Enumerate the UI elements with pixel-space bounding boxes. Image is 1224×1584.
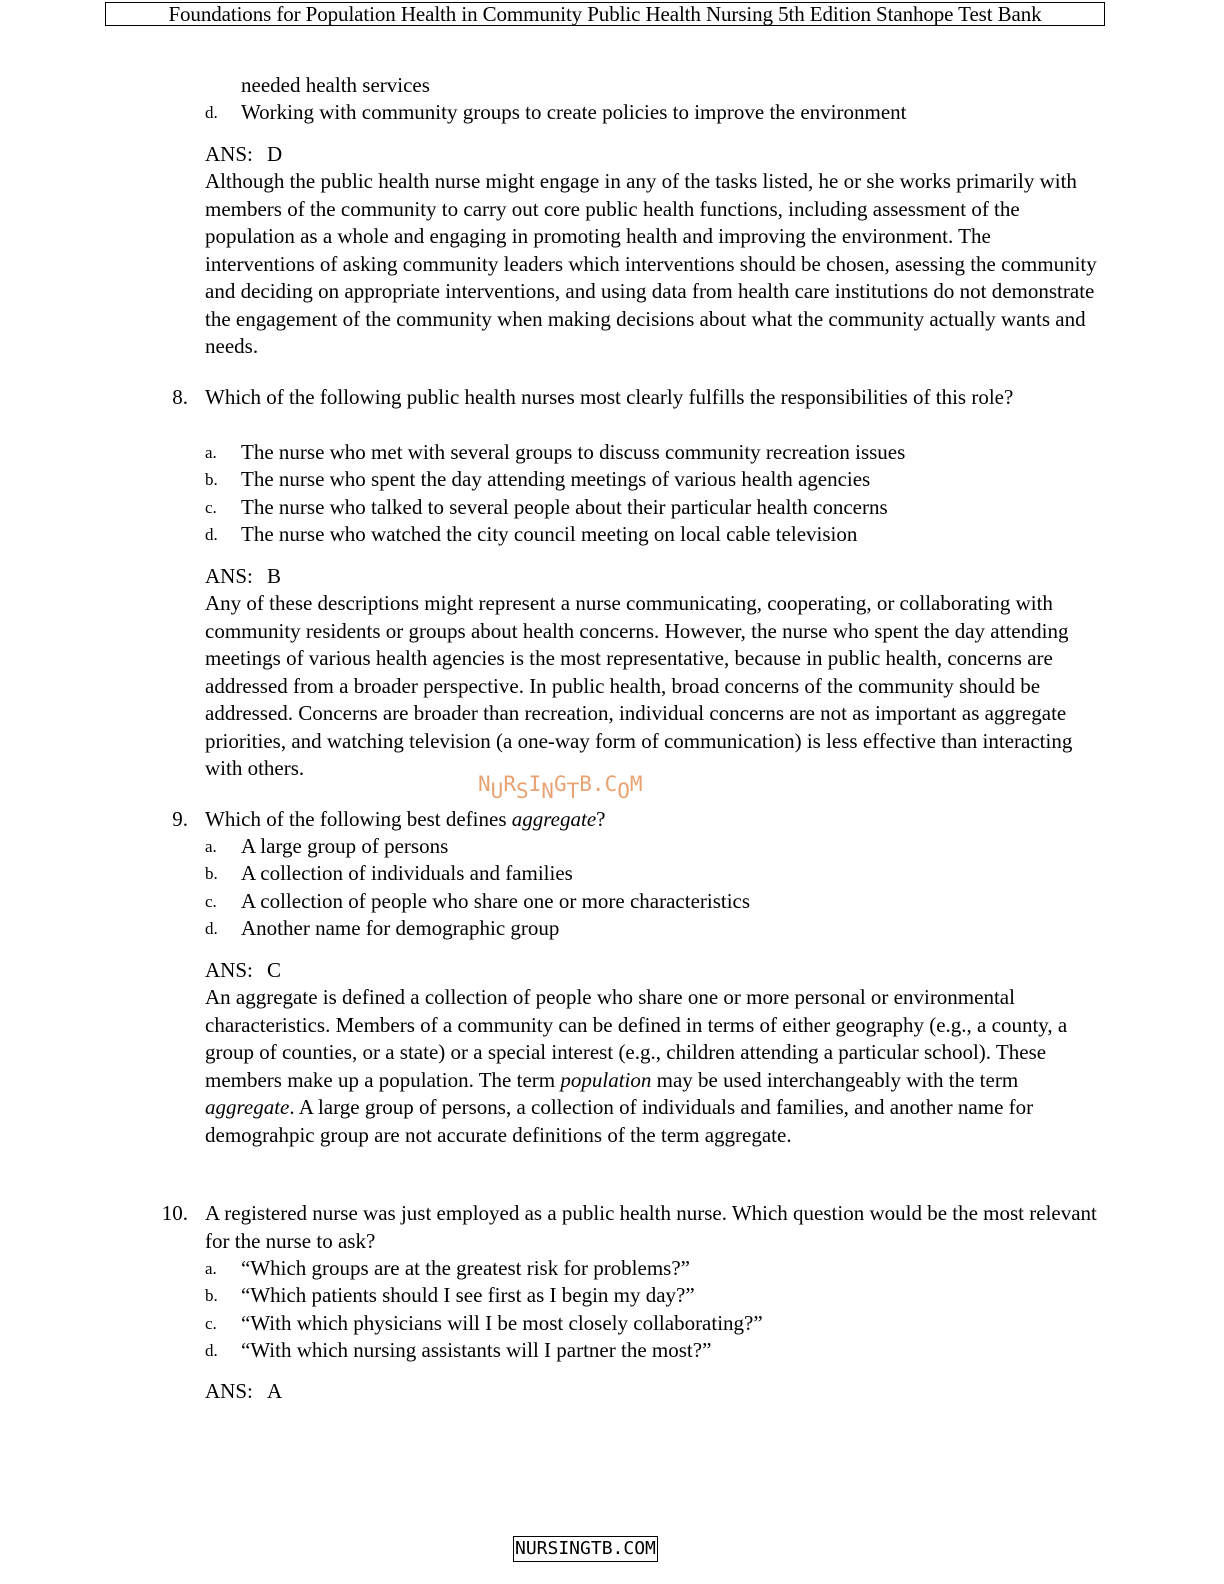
- q9-number: 9.: [172, 807, 188, 831]
- q10-option-b-text: “Which patients should I see first as I begin my day?”: [241, 1283, 695, 1307]
- answer-value: B: [267, 564, 282, 588]
- q9-option-b-letter: b.: [205, 864, 218, 883]
- q9-rationale-part3: . A large group of persons, a collection of individuals and families, and another name for demograhpic group are not accurate definitions of the term aggregate.: [205, 1095, 1034, 1147]
- q9-option-a-letter: a.: [205, 837, 217, 856]
- q10-option-a-text: “Which groups are at the greatest risk for problems?”: [241, 1256, 690, 1280]
- answer-label: ANS:: [205, 142, 253, 166]
- watermark: NURSINGTB.COM: [478, 772, 643, 803]
- q9-rationale-part1: An aggregate is defined a collection of people who share one or more personal or environmental characteristics. Members of a community can be defined in terms of either geography (e.g., a county, a group of counties, or a state) or a special interest (e.g., children attending a particular school). These members make up a population. The term: [205, 985, 1068, 1092]
- q9-stem-prefix: Which of the following best defines: [205, 807, 512, 831]
- q9-option-a-text: A large group of persons: [241, 834, 449, 858]
- q9-option-d-letter: d.: [205, 919, 218, 938]
- page-footer: NURSINGTB.COM: [513, 1536, 658, 1562]
- q8-rationale: Any of these descriptions might represent a nurse communicating, cooperating, or collaborating with community residents or groups about health concerns. However, the nurse who spent the day attending meetings of various health agencies is the most representative, because in public health, concerns are addressed from a broader perspective. In public health, broad concerns of the community should be addressed. Concerns are broader than recreation, individual concerns are not as important as aggregate priorities, and watching television (a one-way form of communication) is less effective than interacting with others.: [205, 591, 1073, 780]
- q9-rationale-italic2: aggregate: [205, 1095, 290, 1119]
- q10-stem: A registered nurse was just employed as a public health nurse. Which question would be the most relevant for the nurse to ask?: [205, 1201, 1097, 1253]
- q9-rationale-italic1: population: [560, 1067, 652, 1092]
- q9-rationale-part2: may be used interchangeably with the term: [651, 1067, 1019, 1092]
- q8-option-b-text: The nurse who spent the day attending meetings of various health agencies: [241, 467, 871, 491]
- q9-stem-suffix: ?: [596, 807, 606, 831]
- q9-answer: [205, 957, 281, 985]
- q8-number: 8.: [172, 385, 188, 409]
- q8-option-d-text: The nurse who watched the city council meeting on local cable television: [241, 522, 858, 546]
- answer-value: A: [267, 1379, 283, 1403]
- q10-option-a-letter: a.: [205, 1259, 217, 1278]
- q7-option-d-letter: d.: [205, 103, 218, 122]
- answer-label: ANS:: [205, 1379, 253, 1403]
- q8-option-b-letter: b.: [205, 470, 218, 489]
- answer-value: D: [267, 142, 283, 166]
- q8-option-a-text: The nurse who met with several groups to discuss community recreation issues: [241, 440, 906, 464]
- q9-stem: [205, 806, 1105, 834]
- q10-option-d-letter: d.: [205, 1341, 218, 1360]
- q10-number: 10.: [161, 1201, 188, 1225]
- q10-answer: [205, 1378, 282, 1406]
- q8-option-c-text: The nurse who talked to several people about their particular health concerns: [241, 495, 888, 519]
- q9-option-c-letter: c.: [205, 892, 217, 911]
- q8-option-d-letter: d.: [205, 525, 218, 544]
- q8-answer: [205, 563, 281, 591]
- q7-option-d-text: Working with community groups to create policies to improve the environment: [241, 100, 907, 124]
- q9-option-b-text: A collection of individuals and families: [241, 861, 573, 885]
- q7-rationale: Although the public health nurse might engage in any of the tasks listed, he or she works primarily with members of the community to carry out core public health functions, including assessment of the population as a whole and engaging in promoting health and improving the environment. The interventions of asking community leaders which interventions should be chosen, asessing the community and deciding on appropriate interventions, and using data from health care institutions do not demonstrate the engagement of the community when making decisions about what the community actually wants and needs.: [205, 169, 1097, 358]
- answer-label: ANS:: [205, 564, 253, 588]
- q8-option-a-letter: a.: [205, 443, 217, 462]
- q9-option-d-text: Another name for demographic group: [241, 916, 560, 940]
- q7-answer: [205, 141, 282, 169]
- q8-stem: Which of the following public health nurses most clearly fulfills the responsibilities of this role?: [205, 385, 1014, 409]
- answer-label: ANS:: [205, 958, 253, 982]
- q10-option-c-letter: c.: [205, 1314, 217, 1333]
- q8-option-c-letter: c.: [205, 498, 217, 517]
- q10-option-b-letter: b.: [205, 1286, 218, 1305]
- answer-value: C: [267, 958, 282, 982]
- q9-option-c-text: A collection of people who share one or more characteristics: [241, 889, 751, 913]
- q7-option-c-continuation: needed health services: [241, 73, 430, 97]
- q10-option-d-text: “With which nursing assistants will I partner the most?”: [241, 1338, 712, 1362]
- q9-stem-italic: aggregate: [511, 807, 597, 831]
- page-header: Foundations for Population Health in Community Public Health Nursing 5th Edition Stanhope Test Bank: [105, 2, 1105, 26]
- q9-rationale: [205, 984, 1101, 1149]
- q10-option-c-text: “With which physicians will I be most closely collaborating?”: [241, 1311, 763, 1335]
